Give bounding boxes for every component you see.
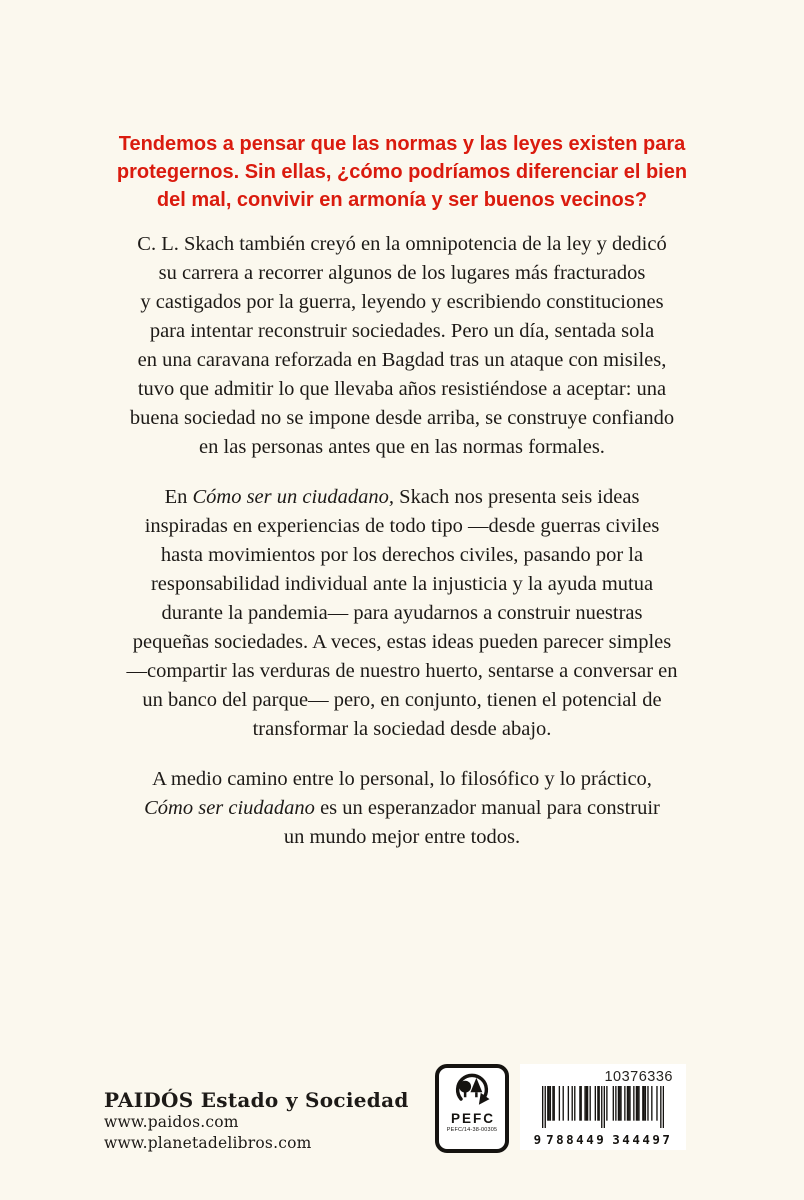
pefc-logo [435,1064,509,1153]
sku-number: 10376336 [604,1069,673,1085]
paragraph [62,483,742,744]
text-run: transformar la sociedad desde abajo. [252,718,552,740]
headline-line: Tendemos a pensar que las normas y las leyes existen para [118,133,686,155]
text-run: un banco del parque— pero, en conjunto, tienen el potencial de [142,689,662,711]
text-run: responsabilidad individual ante la injusticia y la ayuda mutua [150,573,654,595]
imprint-block [104,1088,409,1154]
text-run: su carrera a recorrer algunos de los lugares más fracturados [158,262,646,284]
text-run: C. L. Skach también creyó en la omnipotencia de la ley y dedicó [137,233,667,255]
text-run: buena sociedad no se impone desde arriba, se construye confiando [129,407,675,429]
pefc-label: PEFC [450,1111,495,1126]
book-title-italic: Cómo ser un ciudadano, [192,486,395,508]
barcode-box [520,1064,686,1150]
text-run: —compartir las verduras de nuestro huerto, sentarse a conversar en [126,660,678,682]
text-run: En [164,486,193,508]
barcode [542,1086,664,1128]
synopsis [62,230,742,873]
text-run: y castigados por la guerra, leyendo y escribiendo constituciones [140,291,664,313]
headline [0,130,804,214]
text-run: hasta movimientos por los derechos civiles, pasando por la [160,544,644,566]
paragraph [62,230,742,462]
text-run: pequeñas sociedades. A veces, estas ideas pueden parecer simples [132,631,672,653]
publisher-url: www.paidos.com [104,1113,239,1131]
pefc-trees-icon [452,1071,492,1111]
headline-line: protegernos. Sin ellas, ¿cómo podríamos diferenciar el bien [116,161,688,183]
text-run: durante la pandemia— para ayudarnos a construir nuestras [161,602,643,624]
text-run: en las personas antes que en las normas formales. [199,436,605,458]
isbn-digits [520,1132,686,1147]
pefc-cert-number: PEFC/14-38-00305 [446,1127,498,1133]
text-run: es un esperanzador manual para construir [314,797,660,819]
isbn-lead-digit: 9 [533,1132,542,1147]
isbn-right-group: 344497 [612,1132,673,1147]
text-run: un mundo mejor entre todos. [283,826,521,848]
text-run: tuvo que admitir lo que llevaba años resistiéndose a aceptar: una [137,378,667,400]
text-run: A medio camino entre lo personal, lo filosófico y lo práctico, [152,768,652,790]
planeta-url: www.planetadelibros.com [104,1134,312,1152]
text-run: inspiradas en experiencias de todo tipo —desde guerras civiles [144,515,660,537]
isbn-left-group: 788449 [546,1132,607,1147]
headline-line: del mal, convivir en armonía y ser buenos vecinos? [156,189,648,211]
text-run: Skach nos presenta seis ideas [394,486,640,508]
imprint-title: PAIDÓS Estado y Sociedad [104,1088,409,1112]
text-run: en una caravana reforzada en Bagdad tras un ataque con misiles, [137,349,667,371]
text-run: para intentar reconstruir sociedades. Pero un día, sentada sola [149,320,655,342]
book-title-italic: Cómo ser ciudadano [144,797,315,819]
paragraph [62,765,742,852]
